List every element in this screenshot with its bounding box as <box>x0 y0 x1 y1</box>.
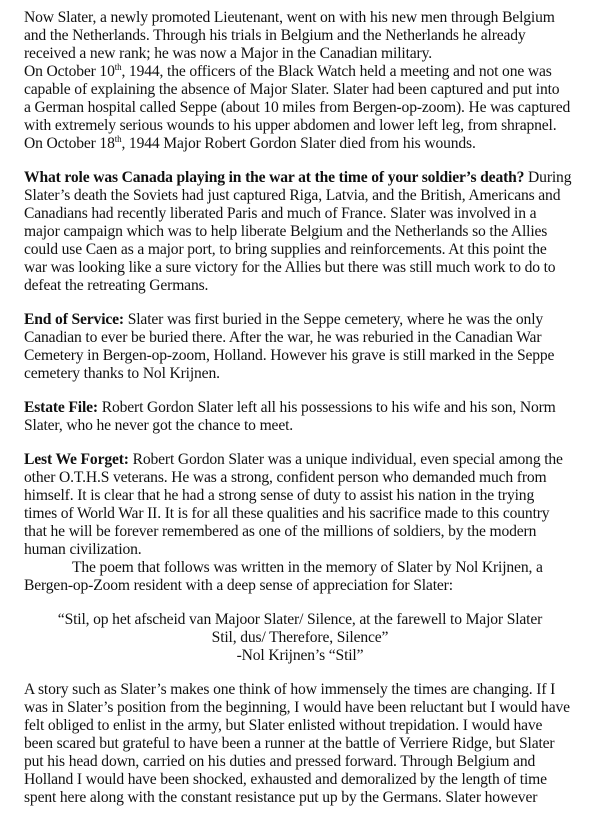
text-span: Robert Gordon Slater was a unique individual, even special among the <box>128 451 563 468</box>
text-line: Cemetery in Bergen-op-zoom, Holland. However his grave is still marked in the Seppe <box>24 347 555 364</box>
text-line: defeat the retreating Germans. <box>24 277 209 294</box>
text-line: put his head down, carried on his duties and pressed forward. Through Belgium and <box>24 753 536 770</box>
text-line <box>24 135 476 153</box>
text-line: times of World War II. It is for all these qualities and his sacrifice made to this country <box>24 505 550 522</box>
text-line: spent here along with the constant resistance put up by the Germans. Slater however <box>24 789 538 806</box>
date-text: On October 10 <box>24 63 115 80</box>
text-line: A story such as Slater’s makes one think of how immensely the times are changing. If I <box>24 681 556 698</box>
text-span: , 1944, the officers of the Black Watch held a meeting and not one was <box>121 63 552 80</box>
text-line <box>24 169 571 187</box>
text-line <box>24 399 556 417</box>
text-span: During <box>524 169 572 186</box>
poem-line: Stil, dus/ Therefore, Silence” <box>211 629 389 646</box>
ordinal-suffix: th <box>114 134 122 144</box>
date-text: On October 18 <box>24 135 115 152</box>
text-line: capable of explaining the absence of Major Slater. Slater had been captured and put into <box>24 81 560 98</box>
text-line: major campaign which was to help liberate Belgium and the Netherlands so the Allies <box>24 223 548 240</box>
text-line: himself. It is clear that he had a strong sense of duty to assist his nation in the trying <box>24 487 535 504</box>
section-heading: End of Service: <box>24 311 124 328</box>
text-line: with extremely serious wounds to his upper abdomen and lower left leg, from shrapnel. <box>24 117 557 134</box>
text-line: received a new rank; he was now a Major in the Canadian military. <box>24 45 432 62</box>
poem-attribution: -Nol Krijnen’s “Stil” <box>236 647 364 664</box>
text-line: war was looking like a sure victory for the Allies but there was still much work to do to <box>24 259 556 276</box>
text-line: human civilization. <box>24 541 142 558</box>
section-heading: What role was Canada playing in the war at the time of your soldier’s death? <box>24 169 525 186</box>
section-heading: Estate File: <box>24 399 98 416</box>
text-line: and the Netherlands. Through his trials in Belgium and the Netherlands he already <box>24 27 526 44</box>
text-line: Slater, who he never got the chance to meet. <box>24 417 294 434</box>
text-line: could use Caen as a major port, to bring supplies and reinforcements. At this point the <box>24 241 547 258</box>
text-line: Bergen-op-Zoom resident with a deep sense of appreciation for Slater: <box>24 577 453 594</box>
text-line: was in Slater’s position from the beginning, I would have been reluctant but I would have <box>24 699 570 716</box>
text-span: , 1944 Major Robert Gordon Slater died from his wounds. <box>121 135 476 152</box>
poem-line: “Stil, op het afscheid van Majoor Slater/ Silence, at the farewell to Major Slater <box>57 611 543 628</box>
text-line <box>24 451 563 469</box>
text-line: Slater’s death the Soviets had just captured Riga, Latvia, and the British, Americans and <box>24 187 561 204</box>
text-line <box>24 311 543 329</box>
text-line: been scared but grateful to have been a runner at the battle of Verriere Ridge, but Slater <box>24 735 555 752</box>
text-line: Holland I would have been shocked, exhausted and demoralized by the length of time <box>24 771 547 788</box>
text-line: other O.T.H.S veterans. He was a strong, confident person who demanded much from <box>24 469 547 486</box>
text-line: Canadian to ever be buried there. After the war, he was reburied in the Canadian War <box>24 329 542 346</box>
text-span: Slater was first buried in the Seppe cemetery, where he was the only <box>123 311 544 328</box>
ordinal-suffix: th <box>114 62 122 72</box>
text-line: Now Slater, a newly promoted Lieutenant, went on with his new men through Belgium <box>24 9 555 26</box>
text-line: The poem that follows was written in the memory of Slater by Nol Krijnen, a <box>72 559 543 576</box>
text-line: Canadians had recently liberated Paris and much of France. Slater was involved in a <box>24 205 537 222</box>
text-line: felt obliged to enlist in the army, but Slater enlisted without trepidation. I would have <box>24 717 543 734</box>
text-span: Robert Gordon Slater left all his possessions to his wife and his son, Norm <box>97 399 556 416</box>
text-line: cemetery thanks to Nol Krijnen. <box>24 365 220 382</box>
section-heading: Lest We Forget: <box>24 451 129 468</box>
text-line: a German hospital called Seppe (about 10 miles from Bergen-op-zoom). He was captured <box>24 99 571 116</box>
text-line: that he will be forever remembered as one of the millions of soldiers, by the modern <box>24 523 537 540</box>
text-line <box>24 63 552 81</box>
